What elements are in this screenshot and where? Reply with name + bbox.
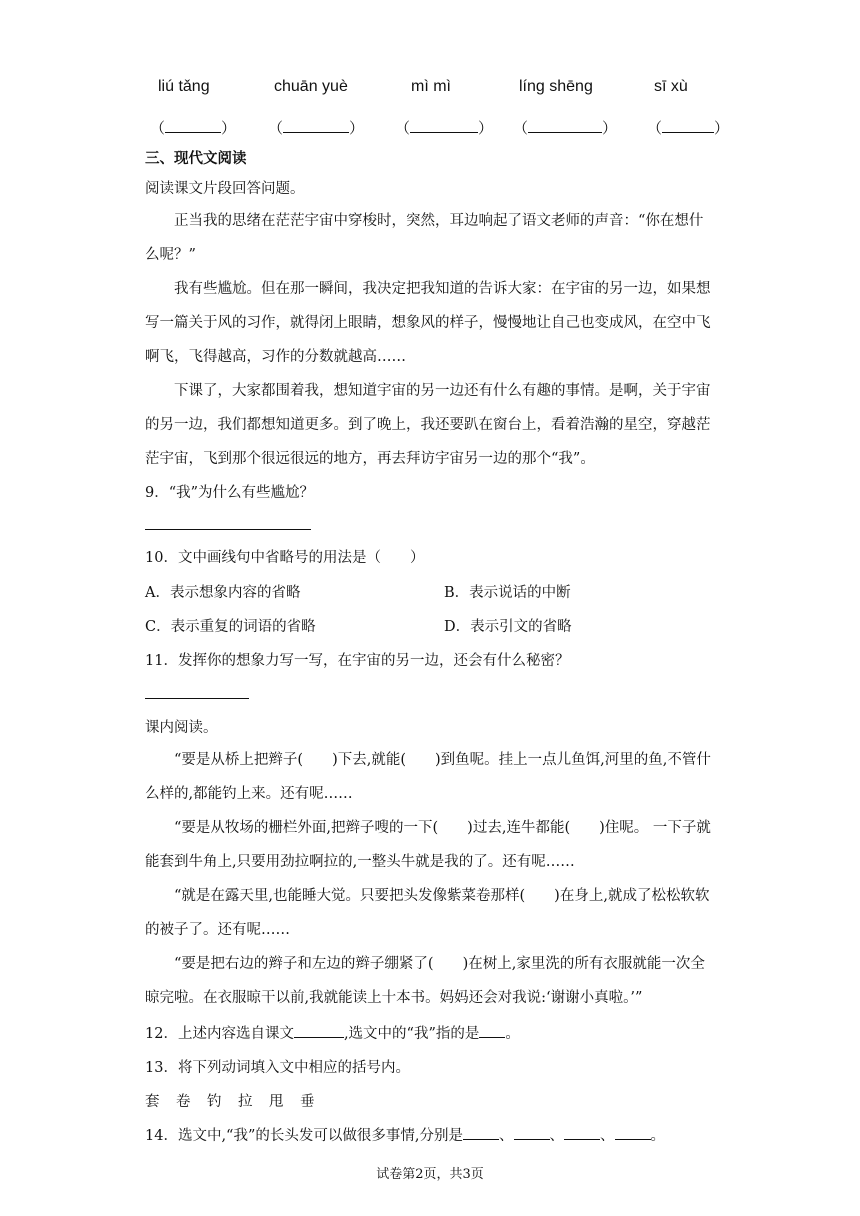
question-9: 9．“我”为什么有些尴尬？	[145, 485, 315, 501]
question-13: 13．将下列动词填入文中相应的括号内。	[145, 1060, 410, 1076]
pinyin-3: mì mì	[411, 78, 451, 95]
option-b[interactable]: B．表示说话的中断	[444, 585, 571, 601]
pinyin-2: chuān yuè	[274, 78, 348, 95]
answer-blank-2[interactable]: （ ）	[268, 119, 365, 137]
question-11: 11．发挥你的想象力写一写，在宇宙的另一边，还会有什么秘密？	[145, 653, 570, 669]
answer-blank-3[interactable]: （ ）	[395, 119, 494, 137]
pinyin-5: sī xù	[654, 78, 688, 95]
pinyin-4: líng shēng	[519, 78, 593, 95]
question-10: 10．文中画线句中省略号的用法是（ ）	[145, 550, 425, 566]
answer-blank-5[interactable]: （ ）	[647, 119, 730, 137]
reading1-paragraph-1: 正当我的思绪在茫茫宇宙中穿梭时，突然，耳边响起了语文老师的声音：“你在想什么呢？”	[145, 213, 704, 263]
reading2-instruction: 课内阅读。	[145, 720, 218, 736]
answer-blank-14d[interactable]	[615, 1127, 651, 1140]
question-14: 14．选文中,“我”的长头发可以做很多事情,分别是 、 、 、 。	[145, 1128, 665, 1144]
answer-line-11[interactable]	[145, 698, 249, 699]
reading2-paragraph-4: “要是把右边的辫子和左边的辫子绷紧了( )在树上,家里洗的所有衣服就能一次全晾完啦。在衣服晾干以前,我就能读上十本书。妈妈还会对我说:‘谢谢小真啦。’”	[145, 956, 705, 1006]
option-d[interactable]: D．表示引文的省略	[444, 619, 572, 635]
answer-line-9[interactable]	[145, 529, 311, 530]
pinyin-1: liú tǎng	[158, 78, 210, 95]
verb-list: 套 卷 钓 拉 甩 垂	[145, 1094, 316, 1110]
section-title: 三、现代文阅读	[145, 151, 247, 167]
reading1-paragraph-2: 我有些尴尬。但在那一瞬间，我决定把我知道的告诉大家：在宇宙的另一边，如果想写一篇关于风的习作，就得闭上眼睛，想象风的样子，慢慢地让自己也变成风，在空中飞啊飞，飞得越高，习作的分数就越高……	[145, 281, 711, 365]
reading2-paragraph-1: “要是从桥上把辫子( )下去,就能( )到鱼呢。挂上一点儿鱼饵,河里的鱼,不管什么样的,都能钓上来。还有呢……	[145, 752, 711, 802]
answer-blank-1[interactable]: （ ）	[150, 119, 237, 137]
answer-blank-14c[interactable]	[564, 1127, 600, 1140]
page-footer: 试卷第2页，共3页	[376, 1167, 484, 1182]
reading2-paragraph-3: “就是在露天里,也能睡大觉。只要把头发像紫菜卷那样( )在身上,就成了松松软软的被子了。还有呢……	[145, 888, 710, 938]
option-a[interactable]: A．表示想象内容的省略	[145, 585, 301, 601]
answer-blank-14b[interactable]	[514, 1127, 550, 1140]
answer-blank-12a[interactable]	[294, 1025, 344, 1038]
answer-blank-12b[interactable]	[479, 1025, 505, 1038]
option-c[interactable]: C．表示重复的词语的省略	[145, 619, 316, 635]
question-12: 12．上述内容选自课文 ,选文中的“我”指的是 。	[145, 1026, 520, 1042]
reading1-instruction: 阅读课文片段回答问题。	[145, 181, 305, 197]
answer-blank-14a[interactable]	[463, 1127, 499, 1140]
reading2-paragraph-2: “要是从牧场的栅栏外面,把辫子嗖的一下( )过去,连牛都能( )住呢。 一下子就能套到牛角上,只要用劲拉啊拉的,一整头牛就是我的了。还有呢……	[145, 820, 711, 870]
reading1-paragraph-3: 下课了，大家都围着我，想知道宇宙的另一边还有什么有趣的事情。是啊，关于宇宙的另一边，我们都想知道更多。到了晚上，我还要趴在窗台上，看着浩瀚的星空，穿越茫茫宇宙，飞到那个很远很远的地方，再去拜访宇宙另一边的那个“我”。	[145, 383, 711, 467]
answer-blank-4[interactable]: （ ）	[513, 119, 618, 137]
